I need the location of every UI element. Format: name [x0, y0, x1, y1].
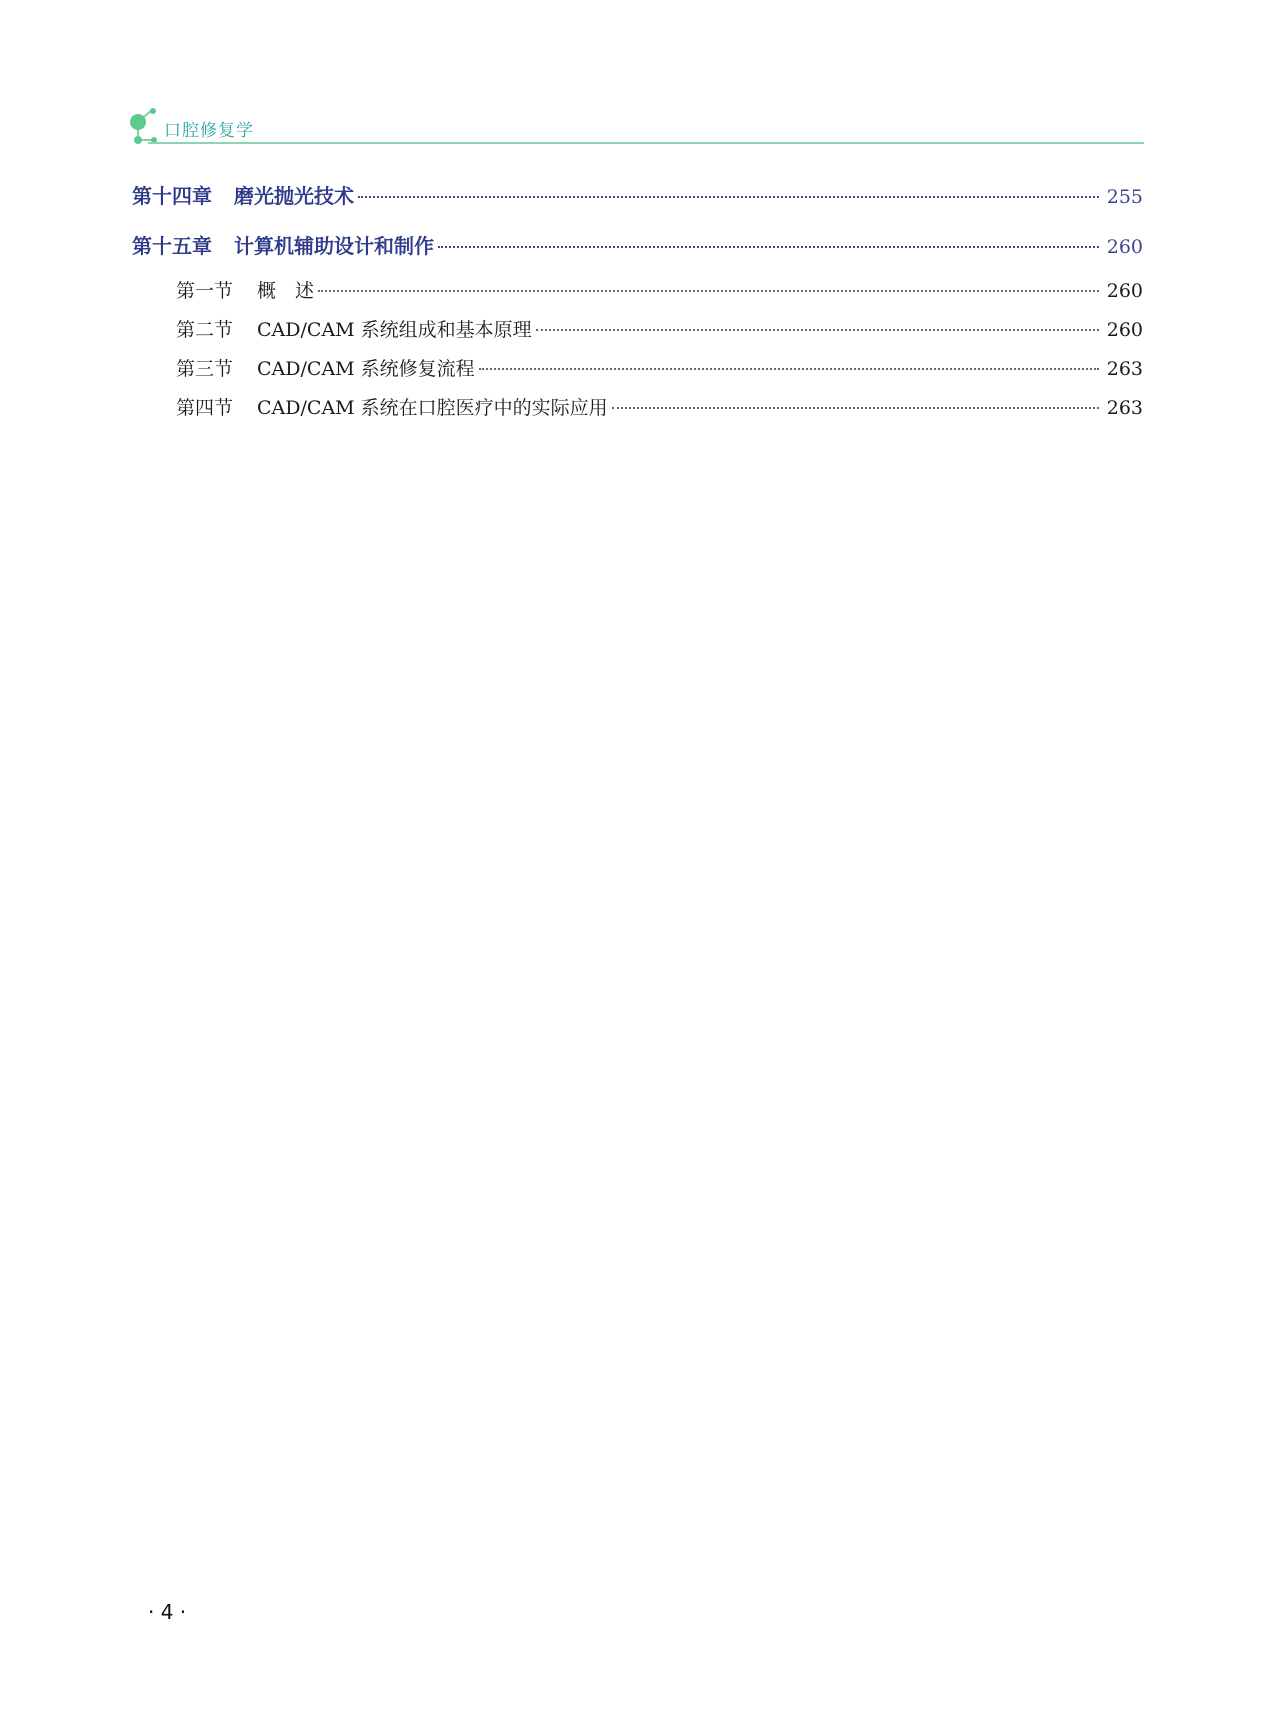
section-title: CAD/CAM 系统组成和基本原理 — [257, 319, 532, 341]
section-title: CAD/CAM 系统修复流程 — [257, 358, 475, 380]
chapter-title: 磨光抛光技术 — [234, 184, 354, 208]
section-number: 第四节 — [176, 397, 234, 419]
page-number: 263 — [1106, 358, 1143, 380]
page-number: 260 — [1106, 236, 1143, 258]
toc-section-entry[interactable] — [176, 276, 1143, 303]
section-number: 第二节 — [176, 319, 234, 341]
dot-leader — [536, 329, 1099, 331]
page-footer-number: · 4 · — [148, 1600, 187, 1624]
dot-leader — [318, 290, 1099, 292]
dot-leader — [479, 368, 1099, 370]
page-number: 260 — [1106, 319, 1143, 341]
toc-chapter-entry[interactable] — [132, 180, 1143, 209]
toc-section-entry[interactable] — [176, 393, 1143, 420]
toc-section-entry[interactable] — [176, 315, 1143, 342]
header-divider — [148, 142, 1144, 144]
book-title: 口腔修复学 — [164, 121, 254, 141]
section-number: 第一节 — [176, 280, 234, 302]
chapter-number: 第十五章 — [132, 234, 212, 258]
section-number: 第三节 — [176, 358, 234, 380]
chapter-title: 计算机辅助设计和制作 — [234, 234, 434, 258]
page-number: 255 — [1106, 186, 1143, 208]
toc-section-entry[interactable] — [176, 354, 1143, 381]
page-number: 260 — [1106, 280, 1143, 302]
section-title: 概 述 — [257, 280, 315, 302]
dot-leader — [358, 196, 1099, 198]
toc-chapter-entry[interactable] — [132, 230, 1143, 259]
page-number: 263 — [1106, 397, 1143, 419]
section-title: CAD/CAM 系统在口腔医疗中的实际应用 — [257, 397, 608, 419]
dot-leader — [438, 246, 1099, 248]
chapter-number: 第十四章 — [132, 184, 212, 208]
dot-leader — [612, 407, 1099, 409]
page-header — [128, 108, 1144, 148]
